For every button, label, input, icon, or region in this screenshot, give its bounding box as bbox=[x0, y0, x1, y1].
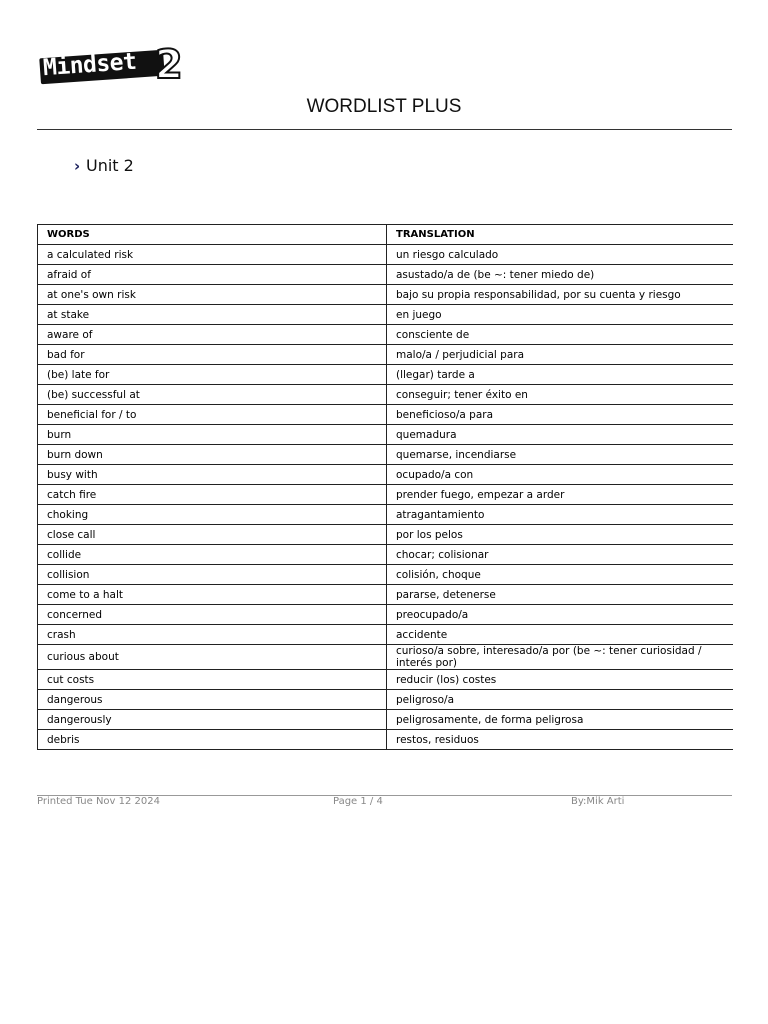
word-cell: burn bbox=[38, 425, 387, 445]
footer-author: By:Mik Arti bbox=[571, 796, 625, 807]
translation-cell: un riesgo calculado bbox=[387, 245, 734, 265]
translation-cell: curioso/a sobre, interesado/a por (be ~: tener curiosidad / interés por) bbox=[387, 645, 734, 670]
translation-cell: por los pelos bbox=[387, 525, 734, 545]
word-cell: at one's own risk bbox=[38, 285, 387, 305]
word-cell: bad for bbox=[38, 345, 387, 365]
unit-heading bbox=[74, 156, 134, 175]
translation-cell: pararse, detenerse bbox=[387, 585, 734, 605]
table-header-row bbox=[38, 225, 734, 245]
word-cell: aware of bbox=[38, 325, 387, 345]
table-row bbox=[38, 405, 734, 425]
chevron-right-icon: › bbox=[74, 156, 81, 175]
word-cell: concerned bbox=[38, 605, 387, 625]
translation-cell: beneficioso/a para bbox=[387, 405, 734, 425]
unit-label: Unit 2 bbox=[86, 156, 134, 175]
word-cell: cut costs bbox=[38, 670, 387, 690]
title-divider bbox=[37, 129, 732, 130]
word-cell: collision bbox=[38, 565, 387, 585]
word-cell: dangerous bbox=[38, 690, 387, 710]
table-row bbox=[38, 545, 734, 565]
table-body bbox=[38, 245, 734, 750]
translation-cell: asustado/a de (be ~: tener miedo de) bbox=[387, 265, 734, 285]
word-cell: debris bbox=[38, 730, 387, 750]
word-cell: come to a halt bbox=[38, 585, 387, 605]
mindset-logo bbox=[37, 42, 187, 88]
logo-word: Mindset bbox=[42, 48, 138, 82]
translation-cell: conseguir; tener éxito en bbox=[387, 385, 734, 405]
table-row bbox=[38, 690, 734, 710]
translation-cell: restos, residuos bbox=[387, 730, 734, 750]
translation-cell: quemadura bbox=[387, 425, 734, 445]
translation-cell: peligroso/a bbox=[387, 690, 734, 710]
word-cell: crash bbox=[38, 625, 387, 645]
translation-cell: prender fuego, empezar a arder bbox=[387, 485, 734, 505]
header-words: WORDS bbox=[38, 225, 387, 245]
word-cell: choking bbox=[38, 505, 387, 525]
table-row bbox=[38, 585, 734, 605]
table-row bbox=[38, 245, 734, 265]
table-row bbox=[38, 445, 734, 465]
table-row bbox=[38, 565, 734, 585]
table-row bbox=[38, 710, 734, 730]
table-row bbox=[38, 425, 734, 445]
translation-cell: accidente bbox=[387, 625, 734, 645]
translation-cell: colisión, choque bbox=[387, 565, 734, 585]
footer-page-number: Page 1 / 4 bbox=[333, 796, 383, 807]
table-row bbox=[38, 285, 734, 305]
word-cell: a calculated risk bbox=[38, 245, 387, 265]
translation-cell: chocar; colisionar bbox=[387, 545, 734, 565]
table-row bbox=[38, 385, 734, 405]
table-row bbox=[38, 485, 734, 505]
table-row bbox=[38, 345, 734, 365]
translation-cell: preocupado/a bbox=[387, 605, 734, 625]
table-row bbox=[38, 625, 734, 645]
translation-cell: ocupado/a con bbox=[387, 465, 734, 485]
word-cell: at stake bbox=[38, 305, 387, 325]
table-row bbox=[38, 305, 734, 325]
logo-number: 2 bbox=[155, 42, 183, 88]
word-cell: dangerously bbox=[38, 710, 387, 730]
word-cell: collide bbox=[38, 545, 387, 565]
translation-cell: reducir (los) costes bbox=[387, 670, 734, 690]
word-cell: catch fire bbox=[38, 485, 387, 505]
table-row bbox=[38, 605, 734, 625]
table-row bbox=[38, 325, 734, 345]
translation-cell: bajo su propia responsabilidad, por su cuenta y riesgo bbox=[387, 285, 734, 305]
table-row bbox=[38, 465, 734, 485]
word-cell: burn down bbox=[38, 445, 387, 465]
wordlist-table bbox=[37, 224, 733, 750]
translation-cell: peligrosamente, de forma peligrosa bbox=[387, 710, 734, 730]
table-row bbox=[38, 505, 734, 525]
table-row bbox=[38, 525, 734, 545]
word-cell: close call bbox=[38, 525, 387, 545]
translation-cell: malo/a / perjudicial para bbox=[387, 345, 734, 365]
header-translation: TRANSLATION bbox=[387, 225, 734, 245]
translation-cell: (llegar) tarde a bbox=[387, 365, 734, 385]
translation-cell: quemarse, incendiarse bbox=[387, 445, 734, 465]
table-row bbox=[38, 670, 734, 690]
translation-cell: en juego bbox=[387, 305, 734, 325]
table-row bbox=[38, 645, 734, 670]
table-row bbox=[38, 365, 734, 385]
page-title: WORDLIST PLUS bbox=[306, 96, 462, 117]
word-cell: (be) late for bbox=[38, 365, 387, 385]
translation-cell: atragantamiento bbox=[387, 505, 734, 525]
word-cell: afraid of bbox=[38, 265, 387, 285]
word-cell: beneficial for / to bbox=[38, 405, 387, 425]
translation-cell: consciente de bbox=[387, 325, 734, 345]
word-cell: busy with bbox=[38, 465, 387, 485]
table-row bbox=[38, 265, 734, 285]
table-row bbox=[38, 730, 734, 750]
word-cell: curious about bbox=[38, 645, 387, 670]
footer-printed-date: Printed Tue Nov 12 2024 bbox=[37, 796, 160, 807]
word-cell: (be) successful at bbox=[38, 385, 387, 405]
